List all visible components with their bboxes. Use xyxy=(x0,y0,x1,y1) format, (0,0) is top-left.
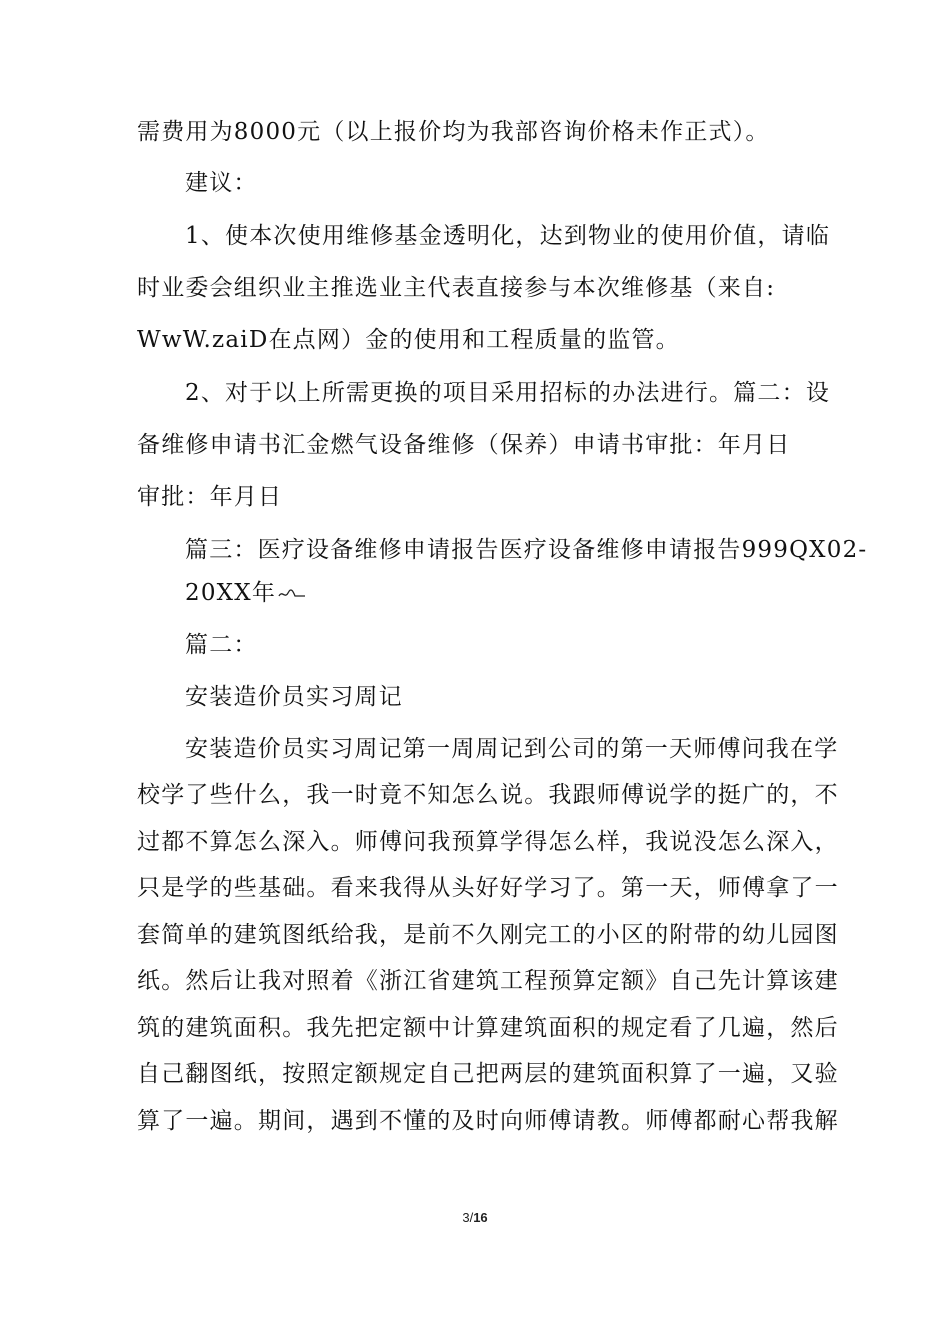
text-line-with-mark xyxy=(185,578,885,608)
text-line: 1、使本次使用维修基金透明化，达到物业的使用价值，请临 xyxy=(185,223,831,249)
text-line: WwW.zaiD在点网）金的使用和工程质量的监管。 xyxy=(137,327,680,353)
text-line: 套简单的建筑图纸给我，是前不久刚完工的小区的附带的幼儿园图 xyxy=(137,922,839,948)
text-line: 安装造价员实习周记 xyxy=(185,684,403,710)
total-pages: 16 xyxy=(473,1210,488,1225)
text-line: 算了一遍。期间，遇到不懂的及时向师傅请教。师傅都耐心帮我解 xyxy=(137,1108,839,1134)
text-line: 校学了些什么，我一时竟不知怎么说。我跟师傅说学的挺广的，不 xyxy=(137,782,839,808)
text-line: 安装造价员实习周记第一周周记到公司的第一天师傅问我在学 xyxy=(185,736,839,762)
current-page: 3/ xyxy=(462,1210,474,1225)
text-line: 需费用为8000元（以上报价均为我部咨询价格未作正式）。 xyxy=(137,119,770,145)
text-line: 篇三：医疗设备维修申请报告医疗设备维修申请报告999QX02- xyxy=(185,537,868,563)
page-number xyxy=(0,1210,950,1225)
text-line: 纸。然后让我对照着《浙江省建筑工程预算定额》自己先计算该建 xyxy=(137,968,839,994)
text-line: 20XX年 xyxy=(185,580,277,606)
text-line: 时业委会组织业主推选业主代表直接参与本次维修基（来自: xyxy=(137,275,776,301)
text-line: 自己翻图纸，按照定额规定自己把两层的建筑面积算了一遍，又验 xyxy=(137,1061,839,1087)
text-line: 建议： xyxy=(185,170,258,196)
text-line: 备维修申请书汇金燃气设备维修（保养）申请书审批：年月日 xyxy=(137,432,791,458)
text-line: 审批：年月日 xyxy=(137,484,283,510)
text-line: 2、对于以上所需更换的项目采用招标的办法进行。篇二：设 xyxy=(185,380,831,406)
handwritten-scribble-mark xyxy=(278,587,306,601)
text-line: 筑的建筑面积。我先把定额中计算建筑面积的规定看了几遍，然后 xyxy=(137,1015,839,1041)
text-line: 篇二： xyxy=(185,632,258,658)
text-line: 过都不算怎么深入。师傅问我预算学得怎么样，我说没怎么深入， xyxy=(137,829,839,855)
text-line: 只是学的些基础。看来我得从头好好学习了。第一天，师傅拿了一 xyxy=(137,875,839,901)
